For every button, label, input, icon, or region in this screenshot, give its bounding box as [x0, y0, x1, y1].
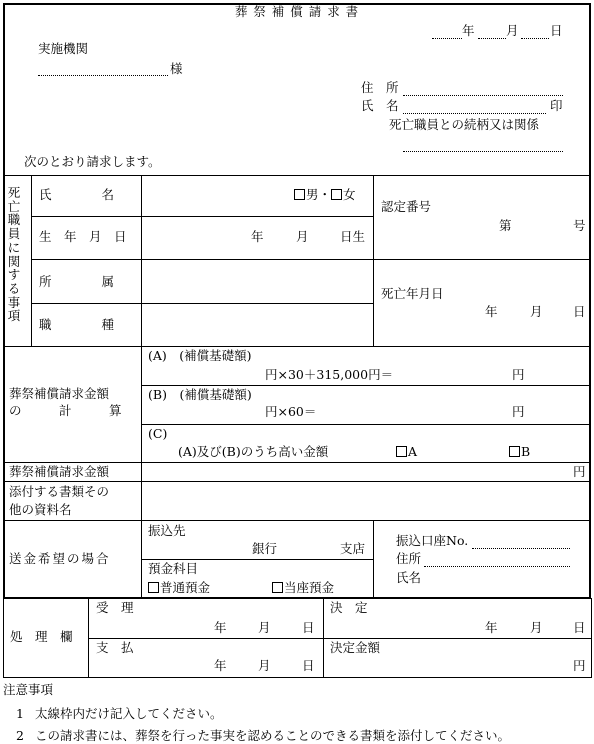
date-day-unit: 日	[550, 23, 563, 38]
male-checkbox[interactable]	[294, 189, 305, 200]
decided-amount-unit: 円	[573, 658, 586, 673]
decided-amount-label: 決定金額	[330, 640, 381, 655]
date-year-field[interactable]	[432, 38, 462, 39]
decision-day-unit: 日	[573, 620, 586, 635]
ordinary-checkbox[interactable]	[148, 582, 159, 593]
decision-month-unit: 月	[530, 620, 543, 635]
bank-unit: 銀行	[252, 541, 278, 556]
death-year-unit: 年	[485, 304, 498, 319]
applicant-seal: 印	[550, 98, 563, 113]
option-b-label: B	[521, 444, 531, 459]
date-year-unit: 年	[462, 23, 475, 38]
calc-b-label: (B) (補償基礎額)	[148, 387, 252, 402]
deceased-name-label: 氏 名	[39, 187, 115, 202]
female-checkbox[interactable]	[331, 189, 342, 200]
claim-amount-label: 葬祭補償請求金額	[9, 464, 110, 479]
calc-a-unit: 円	[512, 367, 525, 382]
request-text: 次のとおり請求します。	[24, 154, 161, 169]
current-label: 当座預金	[284, 580, 335, 595]
affiliation-label: 所 属	[39, 274, 115, 289]
death-day-unit: 日	[573, 304, 586, 319]
death-month-unit: 月	[530, 304, 543, 319]
birth-month-unit: 月	[296, 229, 309, 244]
calc-c-label: (C)	[148, 426, 168, 441]
cert-number-label: 認定番号	[381, 199, 432, 214]
female-label: 女	[343, 187, 356, 202]
calc-b-formula: 円×60＝	[265, 404, 317, 419]
cert-number-suffix: 号	[573, 218, 586, 233]
applicant-relation-field[interactable]	[403, 151, 563, 152]
date-month-field[interactable]	[478, 38, 506, 39]
calc-c-option-a[interactable]	[396, 446, 417, 459]
remittance-label: 送金希望の場合	[9, 551, 111, 566]
applicant-name-label: 氏 名	[361, 98, 399, 113]
calc-c-option-b[interactable]	[509, 446, 530, 459]
form-frame	[3, 3, 591, 599]
branch-unit: 支店	[340, 541, 366, 556]
current-deposit-option[interactable]	[272, 582, 334, 595]
deceased-section-label: 死亡職員に関する事項	[7, 185, 21, 324]
birth-year-unit: 年	[251, 229, 264, 244]
note-text: この請求書には、葬祭を行った事実を認めることのできる書類を添付してください。	[34, 728, 510, 743]
applicant-address-field[interactable]	[403, 95, 563, 96]
cert-number-prefix: 第	[499, 218, 512, 233]
ordinary-label: 普通預金	[160, 580, 211, 595]
applicant-relation-label: 死亡職員との続柄又は関係	[389, 117, 540, 132]
addressee-honorific: 様	[170, 61, 183, 76]
receipt-label: 受 理	[96, 600, 134, 615]
option-a-checkbox[interactable]	[396, 446, 407, 457]
ordinary-deposit-option[interactable]	[148, 582, 210, 595]
male-label: 男	[306, 187, 319, 202]
payment-year-unit: 年	[214, 658, 227, 673]
note-number: 2	[16, 728, 24, 743]
option-a-label: A	[408, 444, 418, 459]
calc-label-line2: の 計 算	[9, 403, 122, 418]
note-item	[16, 708, 222, 721]
receipt-year-unit: 年	[214, 620, 227, 635]
gender-field[interactable]	[294, 189, 356, 202]
date-month-unit: 月	[506, 23, 519, 38]
decision-label: 決 定	[330, 600, 368, 615]
addressee-org-field[interactable]	[38, 75, 168, 76]
note-number: 1	[16, 706, 24, 721]
applicant-address-label: 住 所	[361, 80, 399, 95]
payment-label: 支 払	[96, 640, 134, 655]
gender-separator: ・	[318, 187, 332, 202]
note-item	[16, 730, 510, 743]
current-checkbox[interactable]	[272, 582, 283, 593]
account-number-label: 振込口座No.	[396, 533, 469, 548]
calc-a-formula: 円×30＋315,000円＝	[265, 367, 394, 382]
death-date-label: 死亡年月日	[381, 286, 444, 301]
attachments-label-line2: 他の資料名	[9, 502, 72, 517]
decision-year-unit: 年	[485, 620, 498, 635]
applicant-name-field[interactable]	[403, 113, 546, 114]
deposit-type-label: 預金科目	[148, 561, 199, 576]
receipt-day-unit: 日	[302, 620, 315, 635]
birth-date-label: 生 年 月 日	[39, 229, 127, 244]
receipt-month-unit: 月	[258, 620, 271, 635]
processing-label: 処 理 欄	[10, 629, 73, 644]
calc-c-text: (A)及び(B)のうち高い金額	[178, 444, 329, 459]
account-number-field[interactable]	[472, 548, 570, 549]
option-b-checkbox[interactable]	[509, 446, 520, 457]
bank-label: 振込先	[148, 523, 186, 538]
form-title: 葬 祭 補 償 請 求 書	[234, 4, 360, 19]
position-label: 職 種	[39, 317, 115, 332]
account-address-field[interactable]	[424, 566, 570, 567]
birth-day-unit: 日生	[340, 229, 366, 244]
calc-a-label: (A) (補償基礎額)	[148, 348, 252, 363]
calc-label-line1: 葬祭補償請求金額	[9, 386, 110, 401]
claim-amount-unit: 円	[573, 464, 586, 479]
date-day-field[interactable]	[521, 38, 549, 39]
account-address-label: 住所	[396, 551, 422, 566]
note-text: 太線枠内だけ記入してください。	[34, 706, 223, 721]
calc-b-unit: 円	[512, 404, 525, 419]
payment-month-unit: 月	[258, 658, 271, 673]
notes-title: 注意事項	[3, 682, 54, 697]
account-name-label: 氏名	[396, 570, 422, 585]
attachments-label-line1: 添付する書類その	[9, 484, 110, 499]
payment-day-unit: 日	[302, 658, 315, 673]
addressee-org-label: 実施機関	[38, 41, 89, 56]
